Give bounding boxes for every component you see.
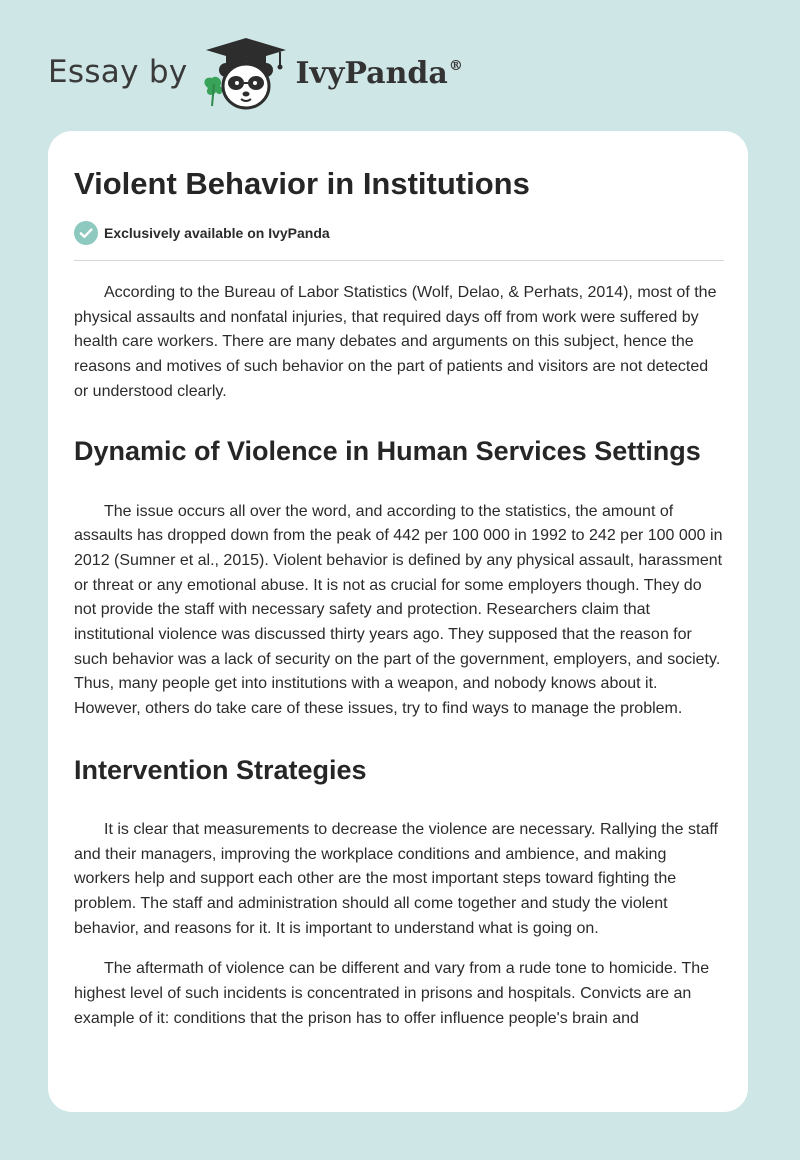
page-title: Violent Behavior in Institutions	[74, 166, 530, 201]
check-icon	[74, 221, 98, 245]
badge-text: Exclusively available on IvyPanda	[104, 225, 330, 241]
section-paragraph: The issue occurs all over the word, and according to the statistics, the amount of assaults has dropped down from the peak of 442 per 100 000 in 1992 to 242 per 100 000 in 2012 (Sumner et al., 2015). Violent behavior is defined by any physical assault, harassment or threat or any emotional abuse. It is not as crucial for some employers though. They do not provide the staff with necessary safety and protection. Researchers claim that institutional violence was discussed thirty years ago. They supposed that the reason for such behavior was a lack of security on the part of the government, employers, and society. Thus, many people get into institutions with a weapon, and nobody knows about it. However, others do take care of these issues, try to find ways to manage the problem.	[74, 502, 723, 718]
section-heading-dynamic-of-violence: Dynamic of Violence in Human Services Settings	[74, 435, 701, 466]
brand-prefix: Essay by	[48, 54, 188, 90]
divider	[74, 260, 724, 261]
section-paragraph: The aftermath of violence can be different and vary from a rude tone to homicide. The highest level of such incidents is concentrated in prisons and hospitals. Convicts are an example of it: conditions that the prison has to offer influence people's brain and	[74, 960, 710, 1027]
essay-card	[48, 131, 748, 1112]
essay-content	[74, 164, 724, 1031]
intro-paragraph: According to the Bureau of Labor Statistics (Wolf, Delao, & Perhats, 2014), most of the physical assaults and nonfatal injuries, that required days off from work were suffered by health care workers. There are many debates and arguments on this subject, hence the reasons and motives of such behavior on the part of patients and visitors are not detected or understood clearly.	[74, 284, 717, 400]
registered-mark: ®	[448, 57, 463, 74]
exclusive-badge	[74, 220, 724, 246]
brand-name: IvyPanda®	[295, 55, 463, 91]
section-paragraph: It is clear that measurements to decrease the violence are necessary. Rallying the staff and their managers, improving the workplace conditions and ambience, and making workers help and support each other are the most important steps toward fighting the problem. The staff and administration should all come together and study the violent behavior, and reasons for it. It is important to understand what is going on.	[74, 820, 718, 937]
section-heading-intervention-strategies: Intervention Strategies	[74, 754, 367, 785]
panda-graduate-icon	[198, 36, 294, 112]
brand-header[interactable]	[48, 36, 463, 112]
